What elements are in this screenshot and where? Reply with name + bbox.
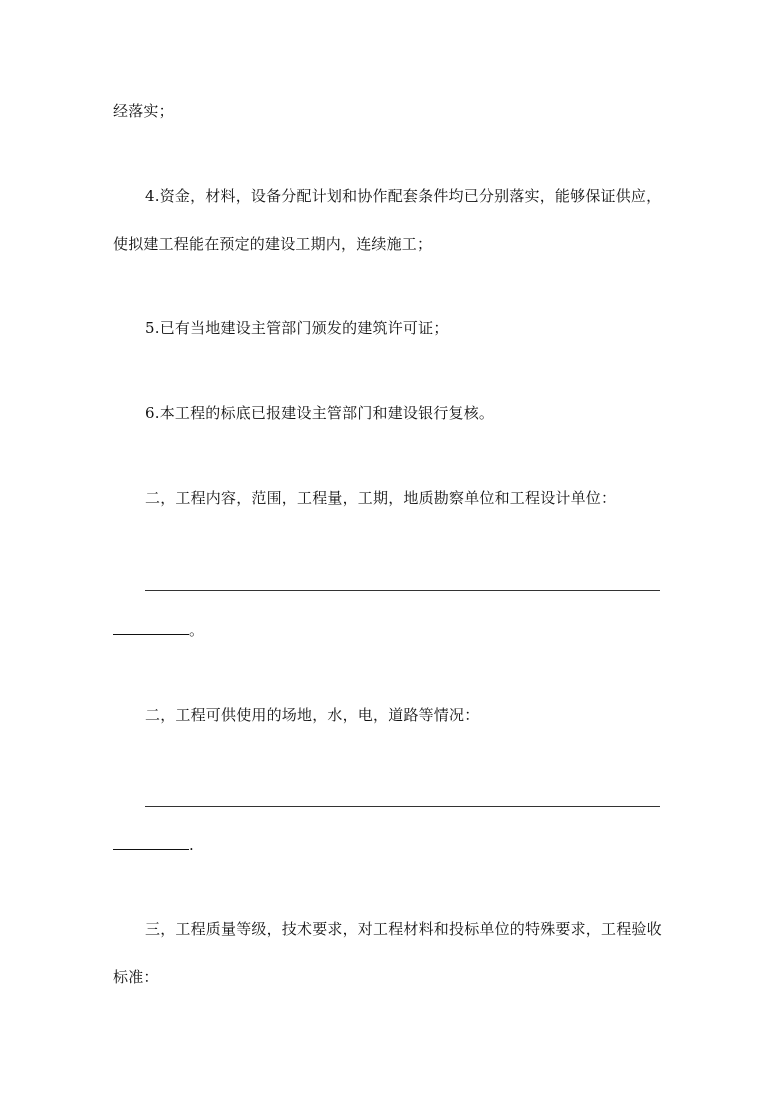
end-punctuation: . xyxy=(189,836,194,854)
fill-in-line-long xyxy=(145,806,660,807)
item-4-line-2: 使拟建工程能在预定的建设工期内，连续施工； xyxy=(113,235,433,253)
item-5: 5.已有当地建设主管部门颁发的建筑许可证； xyxy=(145,319,449,337)
fill-in-line-short xyxy=(113,620,189,635)
fill-in-line-short xyxy=(113,835,189,850)
continued-text: 经落实； xyxy=(113,102,174,120)
section-heading-quality-line-1: 三，工程质量等级，技术要求，对工程材料和投标单位的特殊要求，工程验收 xyxy=(145,920,662,938)
section-heading-quality-line-2: 标准： xyxy=(113,968,159,986)
item-6: 6.本工程的标底已报建设主管部门和建设银行复核。 xyxy=(145,404,495,422)
item-4-line-1: 4.资金，材料，设备分配计划和协作配套条件均已分别落实，能够保证供应， xyxy=(145,187,662,205)
end-punctuation: 。 xyxy=(189,621,205,639)
fill-in-line-end xyxy=(113,835,194,855)
fill-in-line-long xyxy=(145,590,660,591)
section-heading-scope: 二，工程内容，范围，工程量，工期，地质勘察单位和工程设计单位： xyxy=(145,489,617,507)
section-heading-site: 二，工程可供使用的场地，水，电，道路等情况： xyxy=(145,706,480,724)
fill-in-line-end xyxy=(113,620,204,640)
